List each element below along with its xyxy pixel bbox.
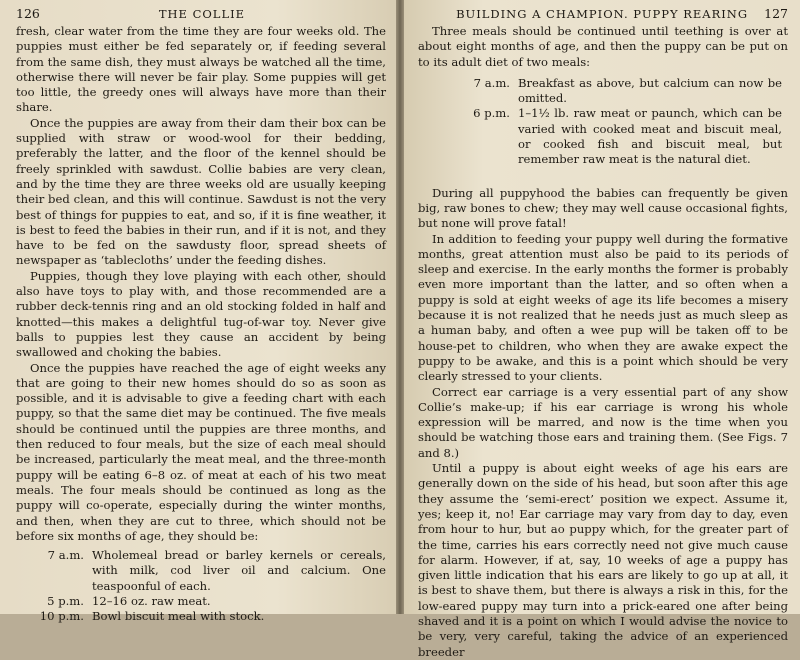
paragraph: Correct ear carriage is a very essential part of any show Collie’s make-up; if his ear carriage is wrong his whole expression will be marred, and now is the time when you should be watching those ears and training them. (See Figs. 7 and 8.) <box>418 384 788 460</box>
schedule-row <box>16 609 386 624</box>
schedule-time: 7 a.m. <box>473 75 510 90</box>
schedule-text: Breakfast as above, but calcium can now be omitted. <box>518 75 782 106</box>
paragraph: Three meals should be continued until teething is over at about eight months of age, and then the puppy can be put on to its adult diet of two meals: <box>418 24 788 69</box>
schedule-row <box>418 106 788 167</box>
schedule-time: 10 p.m. <box>39 609 84 624</box>
paragraph: Once the puppies are away from their dam their box can be supplied with straw or wood-wool for their bedding, preferably the latter, and the floor of the kennel should be freely sprinkled with sawdust. Collie babies are very clean, and by the time they are three weeks old are usually keeping their bed clean, and this will continue. Sawdust is not the very best of things for puppies to eat, and so, if it is fine weather, it is best to feed the babies in their run, and if it is not, and they have to be fed on the sawdusty floor, spread sheets of newspaper as ‘tablecloths’ under the feeding dishes. <box>16 115 386 268</box>
left-page <box>0 0 396 624</box>
schedule-time: 5 p.m. <box>47 593 84 608</box>
right-running-head: BUILDING A CHAMPION. PUPPY REARING <box>456 7 749 21</box>
left-running-head: THE COLLIE <box>158 7 246 21</box>
feeding-schedule-three-meals <box>16 548 386 624</box>
schedule-row <box>418 76 788 107</box>
schedule-text: Bowl biscuit meal with stock. <box>92 609 265 624</box>
paragraph: Puppies, though they love playing with each other, should also have toys to play with, and those recommended are a rubber deck-tennis ring and an old stocking folded in half and knotted—this makes a delightful tug-of-war toy. Never give balls to puppies lest they cause an accident by being swallowed and choking the babies. <box>16 268 386 360</box>
left-page-number: 126 <box>16 6 40 21</box>
paragraph: During all puppyhood the babies can frequently be given big, raw bones to chew; they may well cause occasional fights, but none will prove fatal! <box>418 185 788 231</box>
feeding-schedule-two-meals <box>418 76 788 168</box>
left-page-header <box>16 4 386 24</box>
paragraph: fresh, clear water from the time they are four weeks old. The puppies must either be fed separately or, if feeding several from the same dish, they must always be watched all the time, otherwise there will never be fair play. Some puppies will get too little, the greedy ones will always have more than their share. <box>16 24 386 115</box>
right-page-number: 127 <box>764 6 788 21</box>
schedule-text: Wholemeal bread or barley kernels or cereals, with milk, cod liver oil and calcium. One teaspoonful of each. <box>92 548 386 593</box>
right-page-header <box>418 4 788 24</box>
schedule-text: 1–1½ lb. raw meat or paunch, which can be varied with cooked meat and biscuit meal, or cooked fish and biscuit meal, but remember raw meat is the natural diet. <box>518 106 782 167</box>
paragraph: In addition to feeding your puppy well during the formative months, great attention must also be paid to its periods of sleep and exercise. In the early months the former is probably even more important than the latter, and so often when a puppy is sold at eight weeks of age its life becomes a misery because it is not realized that he needs just as much sleep as a human baby, and often a wee pup will be taken off to be house-pet to children, who when they are awake expect the puppy to be awake, and this is a point which should be very clearly stressed to your clients. <box>418 231 788 384</box>
schedule-row <box>16 548 386 594</box>
paragraph: Once the puppies have reached the age of eight weeks any that are going to their new homes should do so as soon as possible, and it is advisable to give a feeding chart with each puppy, so that the same diet may be continued. The five meals should be continued until the puppies are three months, and then reduced to four meals, but the size of each meal should be increased, particularly the meat meal, and the three-month puppy will be eating 6–8 oz. of meat at each of his two meat meals. The four meals should be continued as long as the puppy will co-operate, especially during the winter months, and then, when they are cut to three, which should not be before six months of age, they should be: <box>16 360 386 543</box>
book-gutter <box>396 0 404 614</box>
schedule-time: 6 p.m. <box>473 106 510 121</box>
schedule-time: 7 a.m. <box>47 548 84 563</box>
right-page <box>404 0 800 659</box>
paragraph: Until a puppy is about eight weeks of age his ears are generally down on the side of his head, but soon after this age they assume the ‘semi-erect’ position we expect. Assume it, yes; keep it, no! Ear carriage may vary from day to day, even from hour to hur, but ao puppy which, for the greater part of the time, carries his ears correctly need not give much cause for alarm. However, if at, say, 10 weeks of age a puppy has given little indication that his ears are likely to go up at all, it is best to shave them, but there is always a risk in this, for the low-eared puppy may turn into a prick-eared one after being shaved and it is a point on which I would advise the novice to be very, very careful, taking the advice of an experienced breeder <box>418 461 788 659</box>
schedule-text: 12–16 oz. raw meat. <box>92 593 211 608</box>
schedule-row <box>16 594 386 609</box>
